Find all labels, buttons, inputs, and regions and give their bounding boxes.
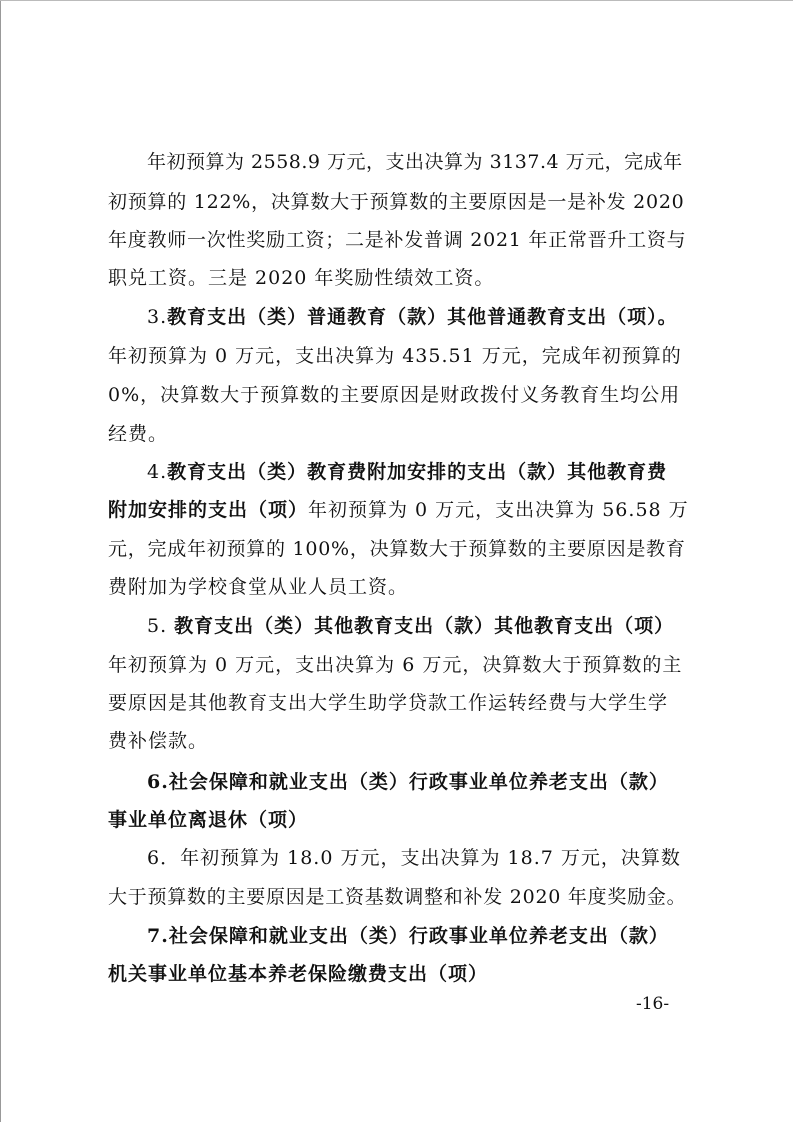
body-line-1: 年初预算为 2558.9 万元，支出决算为 3137.4 万元，完成年 <box>147 151 683 173</box>
body-line-3: 年度教师一次性奖励工资；二是补发普调 2021 年正常晋升工资与 <box>108 229 687 251</box>
section-5-heading: 5. 教育支出（类）其他教育支出（款）其他教育支出（项） <box>147 615 675 637</box>
body-line-10: 附加安排的支出（项）年初预算为 0 万元，支出决算为 56.58 万 <box>108 499 689 521</box>
page-number: -16- <box>636 994 670 1014</box>
body-line-6: 年初预算为 0 万元，支出决算为 435.51 万元，完成年初预算的 <box>108 345 682 367</box>
body-line-8: 经费。 <box>108 423 169 445</box>
section-7-heading: 7.社会保障和就业支出（类）行政事业单位养老支出（款） <box>147 925 669 947</box>
body-line-14: 年初预算为 0 万元，支出决算为 6 万元，决算数大于预算数的主 <box>108 654 683 676</box>
body-line-7: 0%，决算数大于预算数的主要原因是财政拨付义务教育生均公用 <box>108 384 681 406</box>
body-line-11: 元，完成年初预算的 100%，决算数大于预算数的主要原因是教育 <box>108 538 686 560</box>
section-4-heading: 4.教育支出（类）教育费附加安排的支出（款）其他教育费 <box>147 461 668 483</box>
body-line-2: 初预算的 122%，决算数大于预算数的主要原因是一是补发 2020 <box>108 191 685 213</box>
page-edge-left <box>0 0 1 1122</box>
body-line-12: 费附加为学校食堂从业人员工资。 <box>108 576 409 598</box>
section-3-heading: 3.教育支出（类）普通教育（款）其他普通教育支出（项）。 <box>147 306 678 328</box>
section-7-heading-cont: 机关事业单位基本养老保险缴费支出（项） <box>108 963 489 985</box>
body-line-19: 6．年初预算为 18.0 万元，支出决算为 18.7 万元，决算数 <box>147 847 681 869</box>
body-line-4: 职兑工资。三是 2020 年奖励性绩效工资。 <box>108 267 495 289</box>
body-line-20: 大于预算数的主要原因是工资基数调整和补发 2020 年度奖励金。 <box>108 886 687 908</box>
section-6-heading: 6.社会保障和就业支出（类）行政事业单位养老支出（款） <box>147 771 669 793</box>
body-line-15: 要原因是其他教育支出大学生助学贷款工作运转经费与大学生学 <box>108 692 669 714</box>
page-edge-top <box>0 0 793 1</box>
section-6-heading-cont: 事业单位离退休（项） <box>108 809 309 831</box>
body-line-16: 费补偿款。 <box>108 730 209 752</box>
